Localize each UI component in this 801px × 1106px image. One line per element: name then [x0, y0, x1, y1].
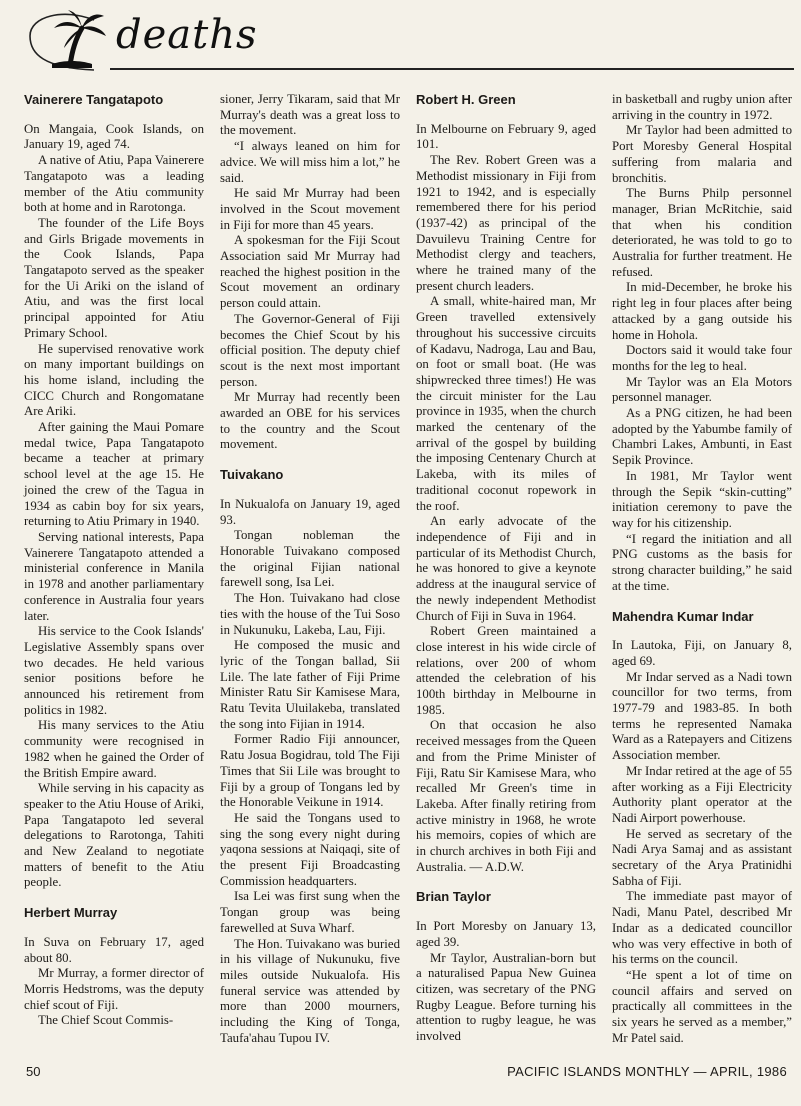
obituary-lead: in basketball and rugby union after arriving in the country in 1972.	[612, 92, 792, 122]
obituary-paragraph: He said the Tongans used to sing the song every night during yaqona sessions at Naiqaqi, site of the present Fiji Broadcasting Commission headquarters.	[220, 810, 400, 888]
obituary-paragraph: He supervised renovative work on many important buildings on his home island, including the CICC Church and Rongomatane Are Ariki.	[24, 341, 204, 419]
obituary-paragraph: Mr Taylor, Australian-born but a naturalised Papua New Guinea citizen, was secretary of the PNG Rugby League. Before turning his attention to rugby league, he was involved	[416, 950, 596, 1044]
obituary-paragraph: He composed the music and lyric of the Tongan ballad, Sii Lile. The late father of Fiji Prime Minister Ratu Sir Kamisese Mara, Ratu Tevita Uluilakeba, translated the song into Fijian in 1914.	[220, 638, 400, 731]
obituary-paragraph: While serving in his capacity as speaker to the Atiu House of Ariki, Papa Tangatapoto led several delegations to Rarotonga, Tahiti and New Zealand to negotiate matters of benefit to the Atiu people.	[24, 781, 204, 890]
obituary-paragraph: He said Mr Murray had been involved in the Scout movement in Fiji for more than 45 years.	[220, 186, 400, 232]
obituary-paragraph: An early advocate of the independence of Fiji and in particular of its Methodist Church, he was honored to give a keynote address at the inaugural service of the newly independent Methodist Church of Fiji in Suva in 1964.	[416, 514, 596, 623]
obituary-paragraph: The Governor-General of Fiji becomes the Chief Scout by his official position. The deputy chief scout is the next most important person.	[220, 311, 400, 389]
obituary-paragraph: Doctors said it would take four months for the leg to heal.	[612, 343, 792, 373]
obituary-paragraph: As a PNG citizen, he had been adopted by the Yabumbe family of Chambri Lakes, Ambunti, in East Sepik Province.	[612, 406, 792, 468]
column-4	[612, 92, 792, 1046]
obituary-paragraph: He served as secretary of the Nadi Arya Samaj and as assistant secretary of the Arya Pratinidhi Sabha of Fiji.	[612, 826, 792, 888]
obituary-paragraph: Serving national interests, Papa Vainerere Tangatapoto attended a ministerial conference in Manila in 1978 and another parliamentary conference in Australia four years later.	[24, 529, 204, 623]
obituary-paragraph: The Hon. Tuivakano had close ties with the house of the Tui Soso in Nukunuku, Lakeba, Lau, Fiji.	[220, 591, 400, 637]
obituary-heading: Tuivakano	[220, 467, 284, 483]
obituary-paragraph: Tongan nobleman the Honorable Tuivakano composed the original Fijian national farewell song, Isa Lei.	[220, 528, 400, 590]
publication-line: PACIFIC ISLANDS MONTHLY — APRIL, 1986	[507, 1064, 787, 1079]
obituary-paragraph: Robert Green maintained a close interest in his wide circle of relations, over 200 of whom attended the celebration of his 100th birthday in Melbourne in 1985.	[416, 624, 596, 717]
obituary-paragraph: In 1981, Mr Taylor went through the Sepik “skin-cutting” initiation ceremony to pave the way for his citizenship.	[612, 468, 792, 530]
obituary-lead: sioner, Jerry Tikaram, said that Mr Murray's death was a great loss to the movement.	[220, 92, 400, 138]
obituary-paragraph: On that occasion he also received messages from the Queen and from the Prime Minister of Fiji, Ratu Sir Kamisese Mara, who recalled Mr Green's time in Lakeba. After finally retiring from active ministry in 1968, he wrote his memoirs, copies of which are in church archives in both Fiji and Australia. — A.D.W.	[416, 718, 596, 874]
page-number: 50	[26, 1064, 41, 1079]
obituary-paragraph: Isa Lei was first sung when the Tongan group was being farewelled at Suva Wharf.	[220, 889, 400, 935]
section-title: deaths	[116, 12, 258, 58]
obituary-paragraph: After gaining the Maui Pomare medal twice, Papa Tangatapoto became a teacher at primary school level at the age 15. He joined the crew of the Tagua in 1934 as cabin boy for six years, returning to Atiu Primary in 1940.	[24, 420, 204, 529]
obituary-heading: Brian Taylor	[416, 889, 491, 905]
obituary-lead: In Melbourne on February 9, aged 101.	[416, 121, 596, 152]
obituary-heading: Robert H. Green	[416, 92, 516, 107]
obituary-paragraph: A small, white-haired man, Mr Green travelled extensively throughout his successive circuits of Kadavu, Nadroga, Lau and Bau, on foot or small boat. (He was shipwrecked three times!) He was the circuit minister for the Lau province in 1935, when the church marked the centenary of the arrival of the gospel by building the imposing Centenary Church at Lakeba, with its miles of traditional coconut ropework in the roof.	[416, 294, 596, 513]
obituary-paragraph: “I regard the initiation and all PNG customs as the basis for strong character building,” he said at the time.	[612, 531, 792, 593]
palm-tree-icon	[24, 6, 110, 72]
obituary-paragraph: His many services to the Atiu community were recognised in 1982 when he gained the Order of the British Empire award.	[24, 718, 204, 780]
obituary-paragraph: Mr Murray had recently been awarded an OBE for his services to the country and the Scout movement.	[220, 390, 400, 452]
obituary-paragraph: His service to the Cook Islands' Legislative Assembly spans over two decades. He held various senior positions before he announced his retirement from politics in 1982.	[24, 624, 204, 717]
obituary-paragraph: The Chief Scout Commis-	[38, 1013, 174, 1028]
obituary-lead: In Port Moresby on January 13, aged 39.	[416, 919, 596, 949]
obituary-paragraph: Mr Indar retired at the age of 55 after working as a Fiji Electricity Authority plant operator at the Nadi Airport powerhouse.	[612, 763, 792, 825]
obituary-heading: Herbert Murray	[24, 905, 118, 921]
obituary-lead: In Lautoka, Fiji, on January 8, aged 69.	[612, 638, 792, 668]
obituary-paragraph: The Rev. Robert Green was a Methodist missionary in Fiji from 1921 to 1942, and is especially remembered there for his period (1937-42) as principal of the Davuilevu Training Centre for Methodist clergy and teachers, where he trained many of the present church leaders.	[416, 153, 596, 293]
obituary-paragraph: In mid-December, he broke his right leg in four places after being attacked by a gang outside his home in Hohola.	[612, 280, 792, 342]
obituary-heading: Mahendra Kumar Indar	[612, 608, 754, 624]
header-rule	[110, 68, 794, 70]
obituary-lead: In Suva on February 17, aged about 80.	[24, 934, 204, 965]
obituary-lead: In Nukualofa on January 19, aged 93.	[220, 496, 400, 527]
column-3	[416, 92, 596, 1045]
obituary-paragraph: “I always leaned on him for advice. We will miss him a lot,” he said.	[220, 139, 400, 185]
column-2	[220, 92, 400, 1046]
obituary-heading: Vainerere Tangatapoto	[24, 92, 164, 107]
obituary-paragraph: Former Radio Fiji announcer, Ratu Josua Bogidrau, told The Fiji Times that Sii Lile was brought to Fiji by a group of Tongans led by the Honorable Veikune in 1914.	[220, 732, 400, 810]
obituary-paragraph: A spokesman for the Fiji Scout Association said Mr Murray had reached the highest position in the Scout movement an ordinary person could attain.	[220, 233, 400, 311]
obituary-paragraph: The founder of the Life Boys and Girls Brigade movements in the Cook Islands, Papa Tangatapoto served as the speaker for the Ui Ariki on the island of Atiu, and was the first local principal appointed for Atiu Primary School.	[24, 215, 204, 340]
obituary-paragraph: Mr Taylor was an Ela Motors personnel manager.	[612, 374, 792, 405]
obituary-paragraph: Mr Indar served as a Nadi town councillor for two terms, from 1977-79 and 1983-85. In both terms he represented Namaka Ward as a Ratepayers and Citizens Association member.	[612, 669, 792, 763]
obituary-lead: On Mangaia, Cook Islands, on January 19, aged 74.	[24, 121, 204, 152]
obituary-paragraph: The immediate past mayor of Nadi, Manu Patel, described Mr Indar as a dedicated councillor who was very effective in both of his terms on the council.	[612, 889, 792, 967]
obituary-paragraph: Mr Taylor had been admitted to Port Moresby General Hospital suffering from malaria and bronchitis.	[612, 123, 792, 185]
column-1	[24, 92, 204, 1029]
obituary-paragraph: “He spent a lot of time on council affairs and served on practically all committees in the six years he served as a member,” Mr Patel said.	[612, 967, 792, 1045]
obituary-paragraph: A native of Atiu, Papa Vainerere Tangatapoto was a leading member of the Atiu community both at home and in Rarotonga.	[24, 153, 204, 215]
section-header	[24, 6, 794, 72]
obituary-paragraph: The Hon. Tuivakano was buried in his village of Nukunuku, five miles outside Nukualofa. His funeral service was attended by more than 2000 mourners, including the King of Tonga, Taufa'ahau Tupou IV.	[220, 936, 400, 1045]
obituary-paragraph: The Burns Philp personnel manager, Brian McRitchie, said that when his condition deteriorated, he was told to go to Australia for further treatment. He refused.	[612, 186, 792, 279]
obituary-paragraph: Mr Murray, a former director of Morris Hedstroms, was the deputy chief scout of Fiji.	[24, 966, 204, 1012]
